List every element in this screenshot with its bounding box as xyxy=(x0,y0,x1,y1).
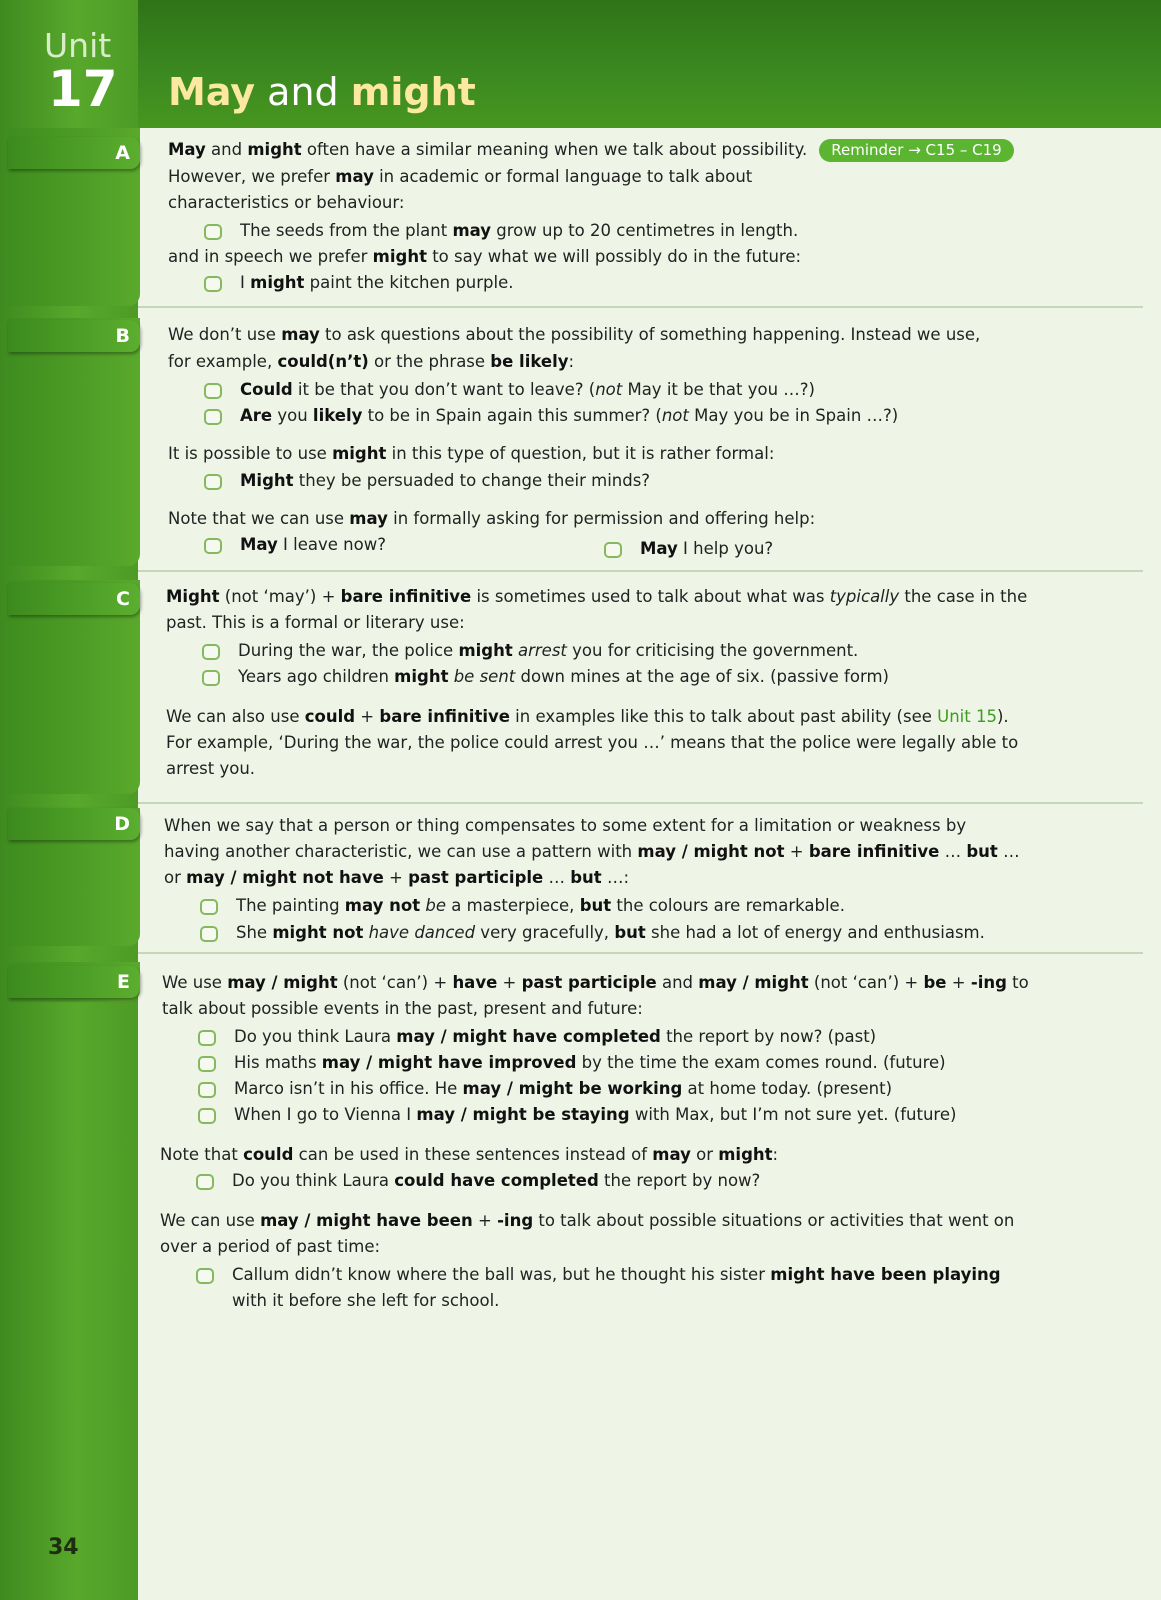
section-tab-b: B xyxy=(8,320,140,352)
example-line: May I leave now? xyxy=(204,532,386,557)
example-line: When I go to Vienna I may / might be staying with Max, but I’m not sure yet. (future) xyxy=(198,1102,956,1127)
example-line: Might they be persuaded to change their minds? xyxy=(204,468,650,493)
example-line: Marco isn’t in his office. He may / might be working at home today. (present) xyxy=(198,1076,892,1101)
example-line: Could it be that you don’t want to leave? (not May it be that you …?) xyxy=(204,377,815,402)
section-tab-d: D xyxy=(8,808,140,840)
text-line: with it before she left for school. xyxy=(232,1291,500,1310)
text-line: Note that we can use may in formally asking for permission and offering help: xyxy=(168,509,816,528)
text-line: arrest you. xyxy=(166,759,256,778)
example-line: May I help you? xyxy=(604,536,773,561)
example-line: His maths may / might have improved by the time the exam comes round. (future) xyxy=(198,1050,946,1075)
example-line: Do you think Laura may / might have completed the report by now? (past) xyxy=(198,1024,876,1049)
text-line: We don’t use may to ask questions about the possibility of something happening. Instead we use, xyxy=(168,325,981,344)
title-word: might xyxy=(350,70,476,114)
text-line: Note that could can be used in these sentences instead of may or might: xyxy=(160,1145,779,1164)
section-tab-a: A xyxy=(8,137,140,169)
text-line: We can also use could + bare infinitive in examples like this to talk about past ability (see Unit 15). xyxy=(166,707,1009,726)
example-line: During the war, the police might arrest you for criticising the government. xyxy=(202,638,858,663)
text-line: We use may / might (not ‘can’) + have + past participle and may / might (not ‘can’) + be + -ing to xyxy=(162,973,1029,992)
section-tab-strip xyxy=(8,318,140,566)
unit-number: 17 xyxy=(48,60,118,118)
text-line: past. This is a formal or literary use: xyxy=(166,613,465,632)
text-line: For example, ‘During the war, the police could arrest you …’ means that the police were legally able to xyxy=(166,733,1019,752)
text-line: However, we prefer may in academic or formal language to talk about xyxy=(168,167,753,186)
example-line: I might paint the kitchen purple. xyxy=(204,270,514,295)
text-line: over a period of past time: xyxy=(160,1237,381,1256)
example-line: The painting may not be a masterpiece, but the colours are remarkable. xyxy=(200,893,845,918)
text-line: We can use may / might have been + -ing to talk about possible situations or activities that went on xyxy=(160,1211,1015,1230)
reminder-badge[interactable]: Reminder → C15 – C19 xyxy=(819,139,1013,162)
title-word: May xyxy=(168,70,256,114)
example-line: Years ago children might be sent down mines at the age of six. (passive form) xyxy=(202,664,889,689)
text-line: having another characteristic, we can use a pattern with may / might not + bare infinitive … but … xyxy=(164,842,1020,861)
text-line: Might (not ‘may’) + bare infinitive is sometimes used to talk about what was typically the case in the xyxy=(166,587,1028,606)
example-line: Are you likely to be in Spain again this summer? (not May you be in Spain …?) xyxy=(204,403,898,428)
example-line: She might not have danced very gracefully, but she had a lot of energy and enthusiasm. xyxy=(200,920,985,945)
unit-15-link[interactable]: Unit 15 xyxy=(937,707,997,726)
example-line: The seeds from the plant may grow up to 20 centimetres in length. xyxy=(204,218,798,243)
page-title xyxy=(168,70,476,114)
text-line: and in speech we prefer might to say what we will possibly do in the future: xyxy=(168,247,802,266)
example-line: Callum didn’t know where the ball was, but he thought his sister might have been playing xyxy=(196,1262,1001,1287)
text-line: It is possible to use might in this type of question, but it is rather formal: xyxy=(168,444,775,463)
section-tab-c: C xyxy=(8,583,140,615)
page-number: 34 xyxy=(48,1535,79,1560)
text-line: or may / might not have + past participle … but …: xyxy=(164,868,630,887)
text-line: characteristics or behaviour: xyxy=(168,193,405,212)
example-line: Do you think Laura could have completed the report by now? xyxy=(196,1168,760,1193)
text-line: May and might often have a similar meaning when we talk about possibility. Reminder → C15 – C19 xyxy=(168,137,1014,162)
section-tab-e: E xyxy=(8,966,140,998)
text-line: for example, could(n’t) or the phrase be likely: xyxy=(168,352,575,371)
text-line: When we say that a person or thing compensates to some extent for a limitation or weakness by xyxy=(164,816,967,835)
unit-label: Unit xyxy=(44,26,112,65)
title-word: and xyxy=(267,70,339,114)
text-line: talk about possible events in the past, present and future: xyxy=(162,999,643,1018)
